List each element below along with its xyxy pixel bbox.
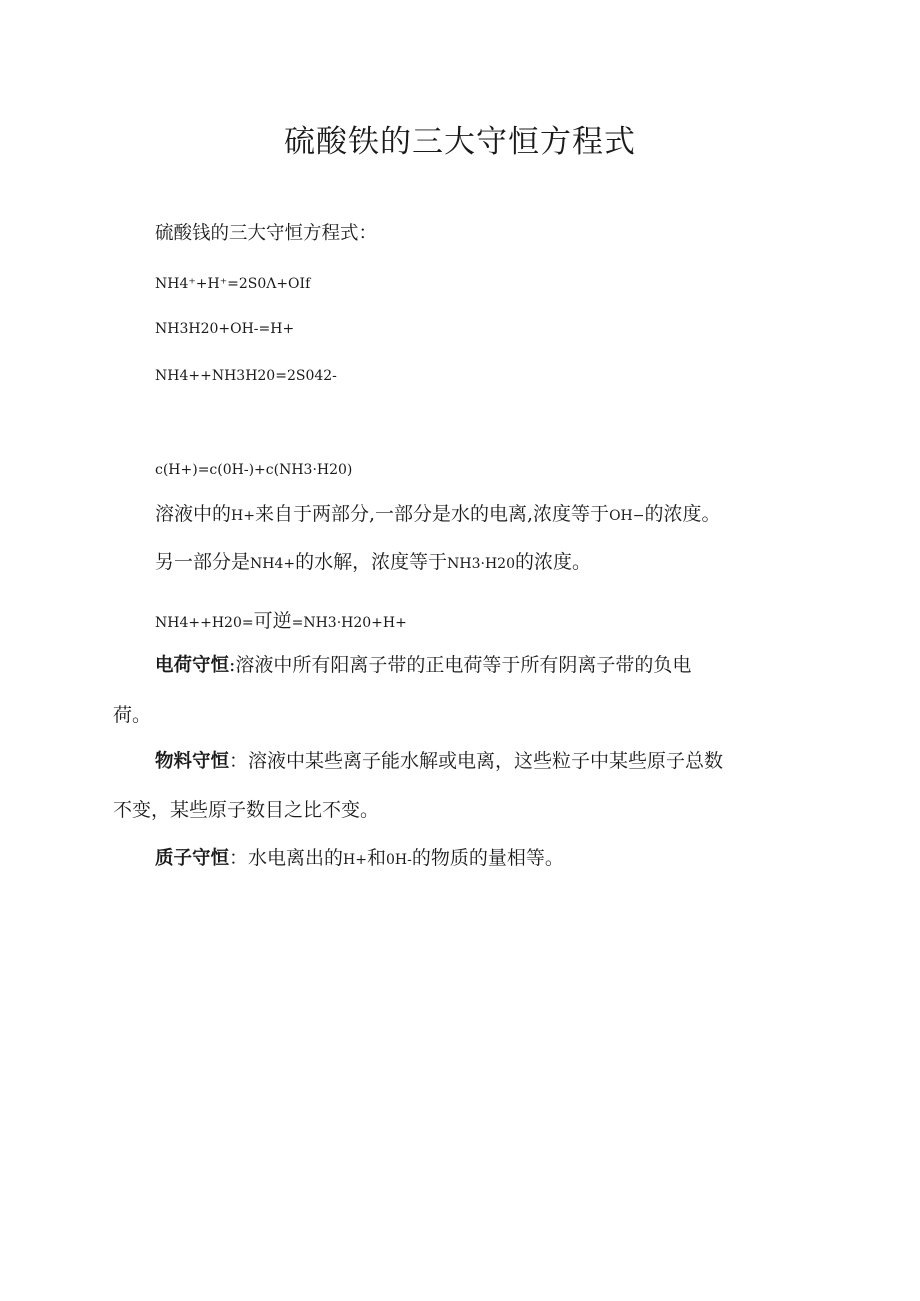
text-run: 的物质的量相等。 [411, 847, 564, 869]
charge-conservation-term: 电荷守恒 [155, 655, 230, 676]
charge-conservation-line-2: 荷。 [113, 704, 152, 726]
proton-conservation-term: 质子守恒 [155, 848, 230, 869]
formula-run: H+ [343, 852, 367, 868]
text-run: :溶液中所有阳离子带的正电荷等于所有阴离子带的负电 [229, 654, 692, 676]
text-run: 另一部分是 [155, 551, 251, 573]
formula-run: NH4++H20= [155, 615, 254, 631]
text-run: ：水电离出的 [229, 847, 344, 869]
hydrolysis-equation [155, 606, 407, 633]
paragraph-hydrolysis-part [155, 547, 591, 574]
text-run: 和 [366, 847, 386, 869]
document-title: 硫酸铁的三大守恒方程式 [284, 124, 636, 160]
text-run: 的浓度。 [514, 551, 591, 573]
formula-run: NH4+ [250, 556, 296, 572]
material-conservation-line-2: 不变，某些原子数目之比不变。 [113, 799, 380, 821]
formula-run: 0H- [386, 852, 412, 868]
text-run: 来自于两部分,一部分是水的电离,浓度等于 [254, 503, 610, 525]
equation-line-2: NH3H20+OH-=H+ [155, 321, 295, 337]
material-conservation-line-1 [155, 746, 723, 773]
formula-run: NH3·H20 [447, 556, 515, 572]
formula-run: =NH3·H20+H+ [291, 615, 407, 631]
equation-line-4: c(H+)=c(0H-)+c(NH3·H20) [155, 462, 353, 478]
text-run: 的水解，浓度等于 [295, 551, 448, 573]
text-run: ：溶液中某些离子能水解或电离，这些粒子中某些原子总数 [229, 750, 724, 772]
equation-line-3: NH4++NH3H20=2S042- [155, 368, 337, 384]
text-run: 的浓度。 [644, 503, 721, 525]
proton-conservation-line [155, 843, 564, 870]
charge-conservation-line-1 [155, 650, 691, 677]
equation-line-1: NH4⁺+H⁺=2S0Λ+OIf [155, 276, 311, 292]
text-run: 溶液中的 [155, 503, 232, 525]
formula-run: OH− [609, 508, 645, 524]
section-heading: 硫酸钱的三大守恒方程式： [155, 223, 378, 244]
reversible-label: 可逆 [253, 610, 292, 632]
formula-run: H+ [231, 508, 255, 524]
material-conservation-term: 物料守恒 [155, 751, 230, 772]
paragraph-h-source [155, 499, 721, 526]
